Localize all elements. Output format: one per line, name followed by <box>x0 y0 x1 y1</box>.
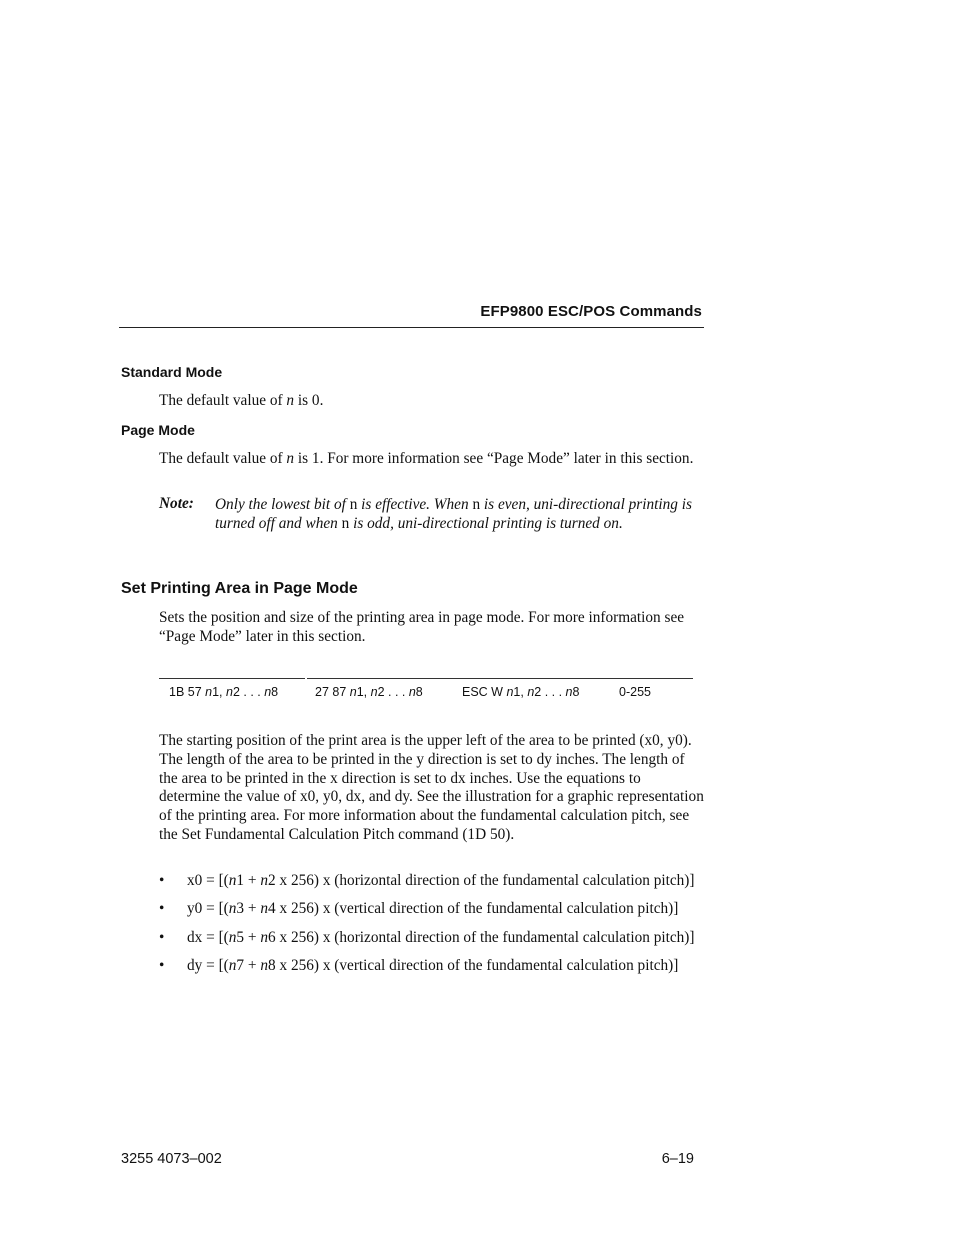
variable-n: n <box>260 956 269 974</box>
header-rule <box>119 327 704 328</box>
variable-n: n <box>341 515 350 533</box>
text-segment: 1B 57 <box>169 685 206 699</box>
text-segment: 1, <box>513 685 528 699</box>
text-segment: 5 + <box>236 928 261 946</box>
equation-list-item <box>159 929 704 948</box>
note-label: Note: <box>159 495 194 512</box>
text-segment: ESC W <box>462 685 507 699</box>
text-segment: 2 . . . <box>377 685 409 699</box>
command-table <box>159 678 693 705</box>
ascii-code-cell <box>462 685 579 699</box>
page-mode-text-a: The default value of <box>159 450 287 467</box>
text-segment: 0-255 <box>619 685 651 699</box>
text-segment: 1, <box>212 685 226 699</box>
variable-n: n <box>226 685 233 699</box>
variable-n: n <box>349 685 357 699</box>
equation-list-item <box>159 957 704 976</box>
variable-n: n <box>408 685 416 699</box>
set-printing-area-body: The starting position of the print area is the upper left of the area to be printed (x0, y0). The length of the area to be printed in the y direction is set to dy inches. The length of the area to be printed in the x direction is set to dx inches. Use the equations to determine the value of x0, y0, dx, and dy. See the illustration for a graphic representation of the printing area. For more information about the fundamental calculation pitch, see the Set Fundamental Calculation Pitch command (1D 50). <box>159 732 704 843</box>
variable-n: n <box>565 685 573 699</box>
bullet-icon: • <box>159 900 165 918</box>
variable-n: n <box>228 872 237 889</box>
text-segment: 2 . . . <box>232 685 265 699</box>
text-segment: 8 x 256) x (vertical direction of the fundamental calculation pitch)] <box>268 956 679 974</box>
variable-n: n <box>527 685 535 699</box>
text-segment: 1, <box>356 685 371 699</box>
page-mode-heading: Page Mode <box>121 422 195 438</box>
equation-list <box>159 872 704 985</box>
variable-n: n <box>260 900 269 918</box>
standard-mode-text <box>159 392 704 411</box>
variable-n: n <box>228 956 237 974</box>
command-table-row <box>159 679 693 705</box>
running-header-title: EFP9800 ESC/POS Commands <box>480 303 702 320</box>
variable-n: n <box>286 450 295 467</box>
variable-n: n <box>472 496 481 513</box>
text-segment: 6 x 256) x (horizontal direction of the fundamental calculation pitch)] <box>268 928 695 946</box>
variable-n: n <box>286 392 295 409</box>
text-segment: 2 x 256) x (horizontal direction of the fundamental calculation pitch)] <box>268 872 695 889</box>
bullet-icon: • <box>159 956 165 974</box>
equation-list-item <box>159 900 704 919</box>
range-cell <box>619 685 651 699</box>
note-text <box>215 495 705 533</box>
text-segment: x0 = [( <box>187 872 229 889</box>
variable-n: n <box>264 685 272 699</box>
note-segment: is effective. When <box>357 496 473 513</box>
equation-list-item <box>159 872 704 891</box>
variable-n: n <box>370 685 378 699</box>
text-segment: 7 + <box>236 956 261 974</box>
text-segment: 4 x 256) x (vertical direction of the fundamental calculation pitch)] <box>268 900 679 918</box>
text-segment: y0 = [( <box>187 900 229 918</box>
standard-mode-heading: Standard Mode <box>121 364 223 380</box>
text-segment: 27 87 <box>315 685 350 699</box>
set-printing-area-intro: Sets the position and size of the printing area in page mode. For more information see “Page Mode” later in this section. <box>159 609 685 645</box>
hex-code-cell <box>169 685 278 699</box>
page-mode-text-b: is 1. For more information see “Page Mode” later in this section. <box>294 450 694 467</box>
note-segment: Only the lowest bit of <box>215 496 350 513</box>
decimal-code-cell <box>315 685 423 699</box>
footer-page-number: 6–19 <box>661 1151 694 1167</box>
variable-n: n <box>260 872 269 889</box>
standard-mode-text-a: The default value of <box>159 392 287 409</box>
text-segment: 8 <box>271 685 279 699</box>
variable-n: n <box>260 928 269 946</box>
text-segment: 3 + <box>236 900 261 918</box>
text-segment: 8 <box>572 685 580 699</box>
page-mode-text <box>159 450 704 469</box>
note-segment: is even, uni-directional printing is turned off and when <box>215 496 692 533</box>
footer-doc-number: 3255 4073–002 <box>121 1151 222 1167</box>
variable-n: n <box>506 685 514 699</box>
variable-n: n <box>228 900 237 918</box>
bullet-icon: • <box>159 872 165 889</box>
text-segment: 8 <box>415 685 423 699</box>
text-segment: 1 + <box>236 872 261 889</box>
text-segment: 2 . . . <box>534 685 566 699</box>
note-segment: is odd, uni-directional printing is turned on. <box>349 515 623 533</box>
variable-n: n <box>205 685 213 699</box>
variable-n: n <box>228 928 237 946</box>
text-segment: dx = [( <box>187 928 229 946</box>
set-printing-area-heading: Set Printing Area in Page Mode <box>121 580 358 597</box>
variable-n: n <box>349 496 358 513</box>
text-segment: dy = [( <box>187 956 229 974</box>
standard-mode-text-b: is 0. <box>294 392 324 409</box>
bullet-icon: • <box>159 928 165 946</box>
